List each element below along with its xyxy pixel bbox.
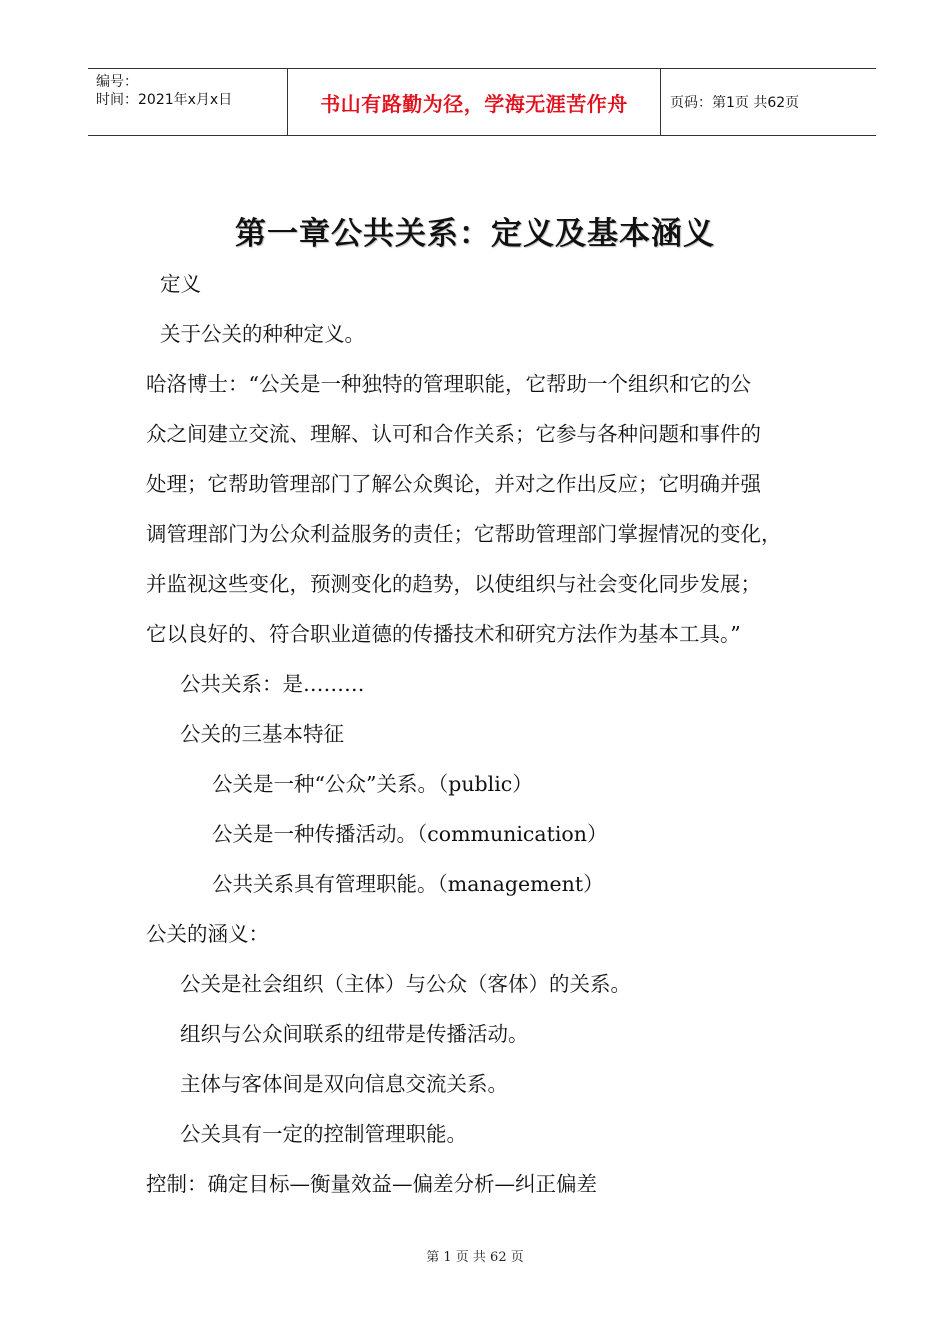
list-item: 主体与客体间是双向信息交流关系。 [180, 1072, 508, 1096]
time-label: 时间：2021年x月x日 [96, 92, 233, 108]
header-meta [96, 73, 286, 109]
paragraph-line: 哈洛博士：“公关是一种独特的管理职能，它帮助一个组织和它的公 [146, 372, 751, 396]
paragraph-line: 众之间建立交流、理解、认可和合作关系；它参与各种问题和事件的 [146, 422, 761, 446]
list-item: 公关是社会组织（主体）与公众（客体）的关系。 [180, 972, 631, 996]
paragraph-line: 并监视这些变化，预测变化的趋势，以使组织与社会变化同步发展； [146, 572, 761, 596]
header-page-info: 页码：第1页 共62页 [670, 95, 800, 111]
list-item: 公共关系具有管理职能。（management） [212, 872, 604, 896]
subsection-heading-features: 公关的三基本特征 [180, 722, 344, 746]
paragraph-line: 处理；它帮助管理部门了解公众舆论，并对之作出反应；它明确并强 [146, 472, 761, 496]
paragraph-line: 关于公关的种种定义。 [160, 322, 365, 346]
list-item: 组织与公众间联系的纽带是传播活动。 [180, 1022, 529, 1046]
subsection-heading-meaning: 公关的涵义： [146, 922, 269, 946]
page-footer: 第 1 页 共 62 页 [426, 1250, 524, 1265]
list-item: 公关是一种传播活动。（communication） [212, 822, 608, 846]
paragraph-line: 它以良好的、符合职业道德的传播技术和研究方法作为基本工具。” [146, 622, 741, 646]
section-heading-definition: 定义 [160, 272, 201, 296]
serial-number-label: 编号： [96, 74, 138, 90]
header-divider-right [660, 69, 661, 135]
paragraph-line: 控制：确定目标—衡量效益—偏差分析—纠正偏差 [146, 1172, 597, 1196]
document-header [88, 68, 876, 136]
paragraph-line: 公共关系：是……… [180, 672, 365, 696]
list-item: 公关具有一定的控制管理职能。 [180, 1122, 467, 1146]
header-motto: 书山有路勤为径，学海无涯苦作舟 [320, 91, 628, 116]
chapter-title: 第一章公共关系：定义及基本涵义 [235, 216, 715, 252]
list-item: 公关是一种“公众”关系。（public） [212, 772, 533, 796]
paragraph-line: 调管理部门为公众利益服务的责任；它帮助管理部门掌握情况的变化， [146, 522, 782, 546]
